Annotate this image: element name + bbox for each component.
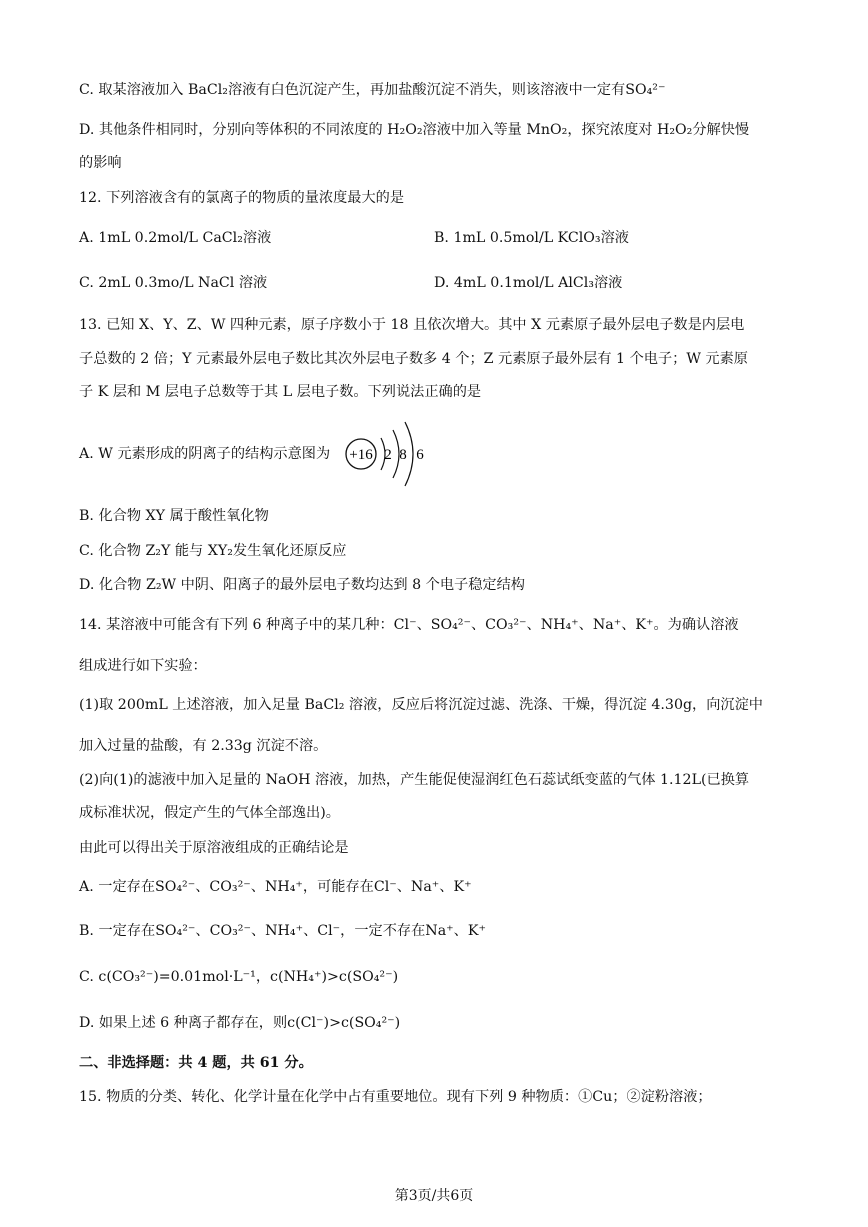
q14-prompt: 由此可以得出关于原溶液组成的正确结论是	[79, 840, 349, 856]
q14-option-a: A. 一定存在SO₄²⁻、CO₃²⁻、NH₄⁺，可能存在Cl⁻、Na⁺、K⁺	[79, 879, 472, 895]
q14-step1-line1: (1)取 200mL 上述溶液，加入足量 BaCl₂ 溶液，反应后将沉淀过滤、洗涤、干燥，得沉淀 4.30g，向沉淀中	[79, 697, 763, 713]
q14-option-d: D. 如果上述 6 种离子都存在，则c(Cl⁻)>c(SO₄²⁻)	[79, 1015, 401, 1031]
shell-1-count: 2	[384, 447, 392, 463]
q13-option-a: A. W 元素形成的阴离子的结构示意图为	[79, 446, 331, 462]
q12-option-a: A. 1mL 0.2mol/L CaCl₂溶液	[79, 230, 272, 246]
q14-step2-line2: 成标准状况，假定产生的气体全部逸出)。	[79, 805, 340, 821]
section-2-heading: 二、非选择题：共 4 题，共 61 分。	[79, 1055, 313, 1071]
question-14-line2: 组成进行如下实验：	[79, 658, 207, 674]
atom-structure-diagram	[343, 418, 433, 490]
q12-option-c: C. 2mL 0.3mo/L NaCl 溶液	[79, 275, 268, 291]
q12-option-b: B. 1mL 0.5mol/L KClO₃溶液	[434, 230, 629, 246]
option-d-text-cont: 的影响	[79, 155, 122, 171]
shell-2-count: 8	[399, 447, 407, 463]
q13-option-b: B. 化合物 XY 属于酸性氧化物	[79, 508, 269, 524]
question-13-line1: 13. 已知 X、Y、Z、W 四种元素，原子序数小于 18 且依次增大。其中 X 元素原子最外层电子数是内层电	[79, 317, 745, 333]
option-d-text: D. 其他条件相同时，分别向等体积的不同浓度的 H₂O₂溶液中加入等量 MnO₂，探究浓度对 H₂O₂分解快慢	[79, 122, 750, 138]
q13-option-d: D. 化合物 Z₂W 中阴、阳离子的最外层电子数均达到 8 个电子稳定结构	[79, 577, 525, 593]
question-13-line2: 子总数的 2 倍；Y 元素最外层电子数比其次外层电子数多 4 个；Z 元素原子最外层有 1 个电子；W 元素原	[79, 351, 748, 367]
q14-option-b: B. 一定存在SO₄²⁻、CO₃²⁻、NH₄⁺、Cl⁻，一定不存在Na⁺、K⁺	[79, 923, 486, 939]
q13-option-c: C. 化合物 Z₂Y 能与 XY₂发生氧化还原反应	[79, 543, 347, 559]
q14-step2-line1: (2)向(1)的滤液中加入足量的 NaOH 溶液，加热，产生能促使湿润红色石蕊试纸变蓝的气体 1.12L(已换算	[79, 772, 750, 788]
option-c-text: C. 取某溶液加入 BaCl₂溶液有白色沉淀产生，再加盐酸沉淀不消失，则该溶液中一定有SO₄²⁻	[79, 82, 666, 98]
q14-option-c: C. c(CO₃²⁻)=0.01mol·L⁻¹，c(NH₄⁺)>c(SO₄²⁻)	[79, 969, 399, 985]
q14-step1-line2: 加入过量的盐酸，有 2.33g 沉淀不溶。	[79, 738, 328, 754]
shell-arc-2	[393, 430, 399, 478]
question-13-line3: 子 K 层和 M 层电子总数等于其 L 层电子数。下列说法正确的是	[79, 384, 482, 400]
question-14-line1: 14. 某溶液中可能含有下列 6 种离子中的某几种：Cl⁻、SO₄²⁻、CO₃²⁻、NH₄⁺、Na⁺、K⁺。为确认溶液	[79, 617, 739, 633]
question-15: 15. 物质的分类、转化、化学计量在化学中占有重要地位。现有下列 9 种物质：①Cu；②淀粉溶液；	[79, 1089, 712, 1105]
question-12: 12. 下列溶液含有的氯离子的物质的量浓度最大的是	[79, 190, 405, 206]
shell-3-count: 6	[416, 447, 424, 463]
nucleus-charge: +16	[349, 447, 373, 463]
q12-option-d: D. 4mL 0.1mol/L AlCl₃溶液	[434, 275, 623, 291]
page-footer: 第3页/共6页	[394, 1188, 474, 1204]
